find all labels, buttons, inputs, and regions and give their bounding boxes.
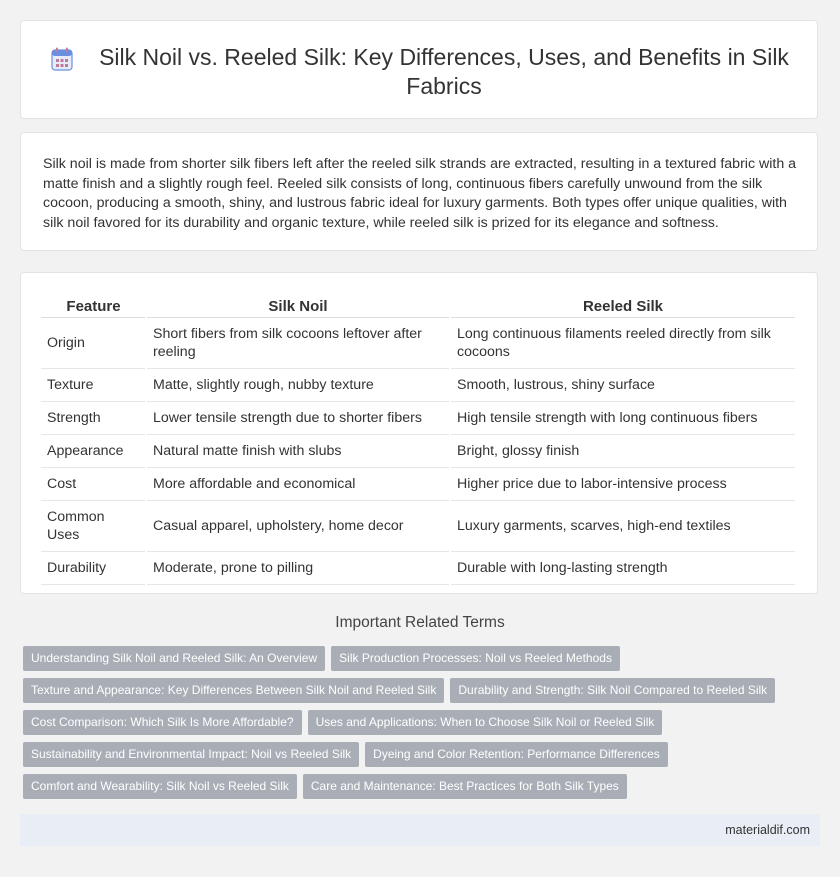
table-cell: Higher price due to labor-intensive process bbox=[450, 468, 796, 501]
header-card bbox=[20, 20, 818, 119]
column-header-silk-noil: Silk Noil bbox=[146, 293, 450, 318]
related-term-link[interactable]: Understanding Silk Noil and Reeled Silk: An Overview bbox=[23, 646, 325, 671]
column-header-reeled-silk: Reeled Silk bbox=[450, 293, 796, 318]
related-terms-heading: Important Related Terms bbox=[335, 614, 505, 631]
related-term-link[interactable]: Uses and Applications: When to Choose Silk Noil or Reeled Silk bbox=[308, 710, 663, 735]
table-cell: Short fibers from silk cocoons leftover after reeling bbox=[146, 318, 450, 369]
table-cell: Luxury garments, scarves, high-end textiles bbox=[450, 501, 796, 552]
table-cell: Casual apparel, upholstery, home decor bbox=[146, 501, 450, 552]
related-term-link[interactable]: Dyeing and Color Retention: Performance Differences bbox=[365, 742, 668, 767]
related-term-link[interactable]: Durability and Strength: Silk Noil Compared to Reeled Silk bbox=[450, 678, 775, 703]
related-term-link[interactable]: Comfort and Wearability: Silk Noil vs Reeled Silk bbox=[23, 774, 297, 799]
table-cell: Origin bbox=[41, 318, 146, 369]
table-cell: Texture bbox=[41, 369, 146, 402]
intro-paragraph: Silk noil is made from shorter silk fibers left after the reeled silk strands are extracted, resulting in a textured fabric with a matte finish and a slightly rough feel. Reeled silk consists of long, continuous fibers carefully unwound from the silk cocoon, producing a smooth, shiny, and lustrous fabric ideal for luxury garments. Both types offer unique qualities, with silk noil favored for its durability and organic texture, while reeled silk is prized for its elegance and softness. bbox=[43, 156, 797, 231]
related-term-link[interactable]: Texture and Appearance: Key Differences Between Silk Noil and Reeled Silk bbox=[23, 678, 444, 703]
table-cell: Strength bbox=[41, 402, 146, 435]
table-cell: Durable with long-lasting strength bbox=[450, 552, 796, 585]
table-cell: Long continuous filaments reeled directly from silk cocoons bbox=[450, 318, 796, 369]
footer bbox=[20, 814, 820, 846]
table-row bbox=[41, 552, 796, 585]
page-title: Silk Noil vs. Reeled Silk: Key Differences, Uses, and Benefits in Silk Fabrics bbox=[99, 44, 789, 99]
table-cell: Appearance bbox=[41, 435, 146, 468]
related-term-link[interactable]: Care and Maintenance: Best Practices for Both Silk Types bbox=[303, 774, 627, 799]
table-row bbox=[41, 468, 796, 501]
table-cell: High tensile strength with long continuous fibers bbox=[450, 402, 796, 435]
table-row bbox=[41, 501, 796, 552]
table-row bbox=[41, 318, 796, 369]
table-cell: Moderate, prone to pilling bbox=[146, 552, 450, 585]
related-term-link[interactable]: Silk Production Processes: Noil vs Reeled Methods bbox=[331, 646, 620, 671]
footer-site-link[interactable]: materialdif.com bbox=[725, 823, 810, 837]
related-term-link[interactable]: Cost Comparison: Which Silk Is More Affordable? bbox=[23, 710, 302, 735]
table-row bbox=[41, 435, 796, 468]
table-cell: Matte, slightly rough, nubby texture bbox=[146, 369, 450, 402]
table-cell: Durability bbox=[41, 552, 146, 585]
comparison-table-card bbox=[20, 272, 818, 594]
table-row bbox=[41, 402, 796, 435]
table-cell: More affordable and economical bbox=[146, 468, 450, 501]
table-cell: Cost bbox=[41, 468, 146, 501]
table-cell: Lower tensile strength due to shorter fibers bbox=[146, 402, 450, 435]
table-cell: Natural matte finish with slubs bbox=[146, 435, 450, 468]
table-row bbox=[41, 369, 796, 402]
related-term-link[interactable]: Sustainability and Environmental Impact: Noil vs Reeled Silk bbox=[23, 742, 359, 767]
table-cell: Bright, glossy finish bbox=[450, 435, 796, 468]
related-terms-list bbox=[23, 646, 813, 806]
table-header-row bbox=[41, 293, 796, 318]
comparison-table bbox=[41, 293, 797, 585]
table-cell: Smooth, lustrous, shiny surface bbox=[450, 369, 796, 402]
column-header-feature: Feature bbox=[41, 293, 146, 318]
intro-card bbox=[20, 132, 818, 251]
table-cell: Common Uses bbox=[41, 501, 146, 552]
